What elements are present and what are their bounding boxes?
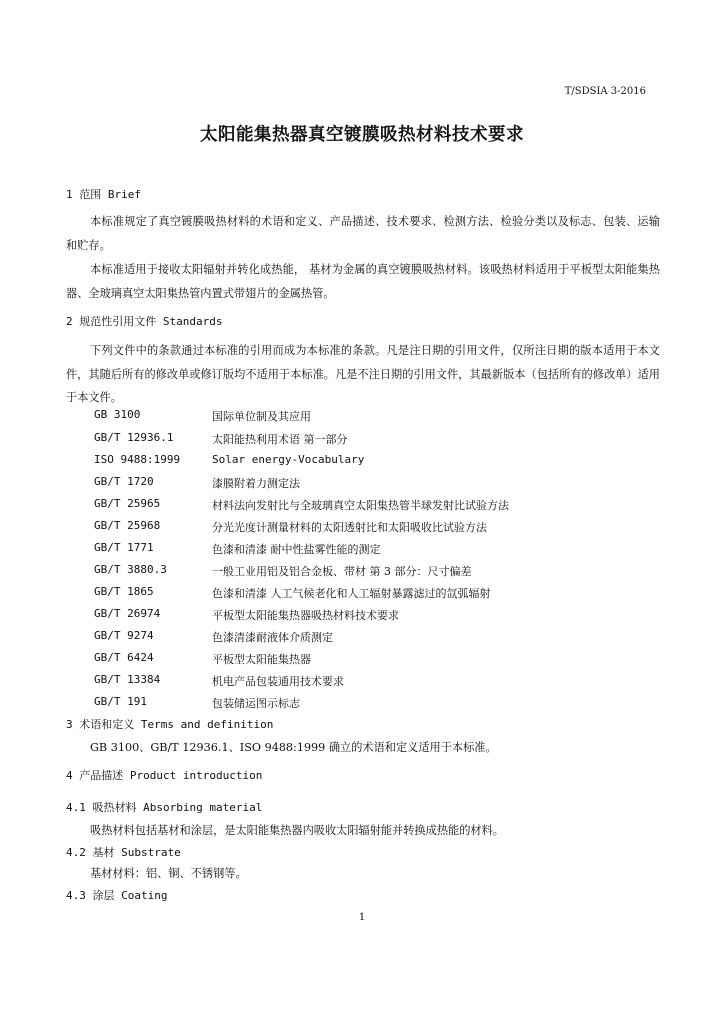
reference-title: 分光光度计测量材料的太阳透射比和太阳吸收比试验方法 (212, 521, 487, 534)
page-title: 太阳能集热器真空镀膜吸热材料技术要求 (200, 125, 524, 145)
reference-code: GB/T 1771 (94, 541, 154, 554)
reference-code: GB/T 9274 (94, 629, 154, 642)
reference-title: 包装储运图示标志 (212, 697, 300, 710)
reference-title: Solar energy-Vocabulary (212, 453, 365, 466)
section-4-1-heading: 4.1 吸热材料 Absorbing material (66, 801, 263, 814)
reference-title: 色漆和清漆 耐中性盐雾性能的测定 (212, 543, 381, 556)
document-code: T/SDSIA 3-2016 (564, 86, 646, 97)
section-4-1-text: 吸热材料包括基材和涂层，是太阳能集热器内吸收太阳辐射能并转换成热能的材料。 (90, 824, 504, 837)
reference-code: GB/T 25965 (94, 497, 161, 510)
section-3-text: GB 3100、GB/T 12936.1、ISO 9488:1999 确立的术语和定义适用于本标准。 (90, 741, 497, 754)
reference-title: 色漆清漆耐液体介质测定 (212, 631, 333, 644)
reference-title: 太阳能热利用术语 第一部分 (212, 433, 348, 446)
reference-title: 国际单位制及其应用 (212, 410, 311, 423)
section-2-heading: 2 规范性引用文件 Standards (66, 315, 223, 328)
reference-title: 平板型太阳能集热器 (212, 653, 311, 666)
reference-code: ISO 9488:1999 (94, 453, 181, 466)
section-1-paragraph-2: 本标准适用于接收太阳辐射并转化成热能， 基材为金属的真空镀膜吸热材料。该吸热材料适用于平板型太阳能集热器、全玻璃真空太阳集热管内置式带翅片的金属热管。 (66, 263, 660, 300)
reference-title: 平板型太阳能集热器吸热材料技术要求 (212, 609, 399, 622)
reference-code: GB/T 26974 (94, 607, 161, 620)
reference-code: GB/T 191 (94, 695, 147, 708)
section-4-3-heading: 4.3 涂层 Coating (66, 889, 168, 902)
section-1-heading: 1 范围 Brief (66, 188, 141, 201)
reference-code: GB/T 25968 (94, 519, 161, 532)
reference-title: 机电产品包装通用技术要求 (212, 675, 344, 688)
section-3-heading: 3 术语和定义 Terms and definition (66, 718, 274, 731)
section-1-paragraph-1: 本标准规定了真空镀膜吸热材料的术语和定义、产品描述、技术要求、检测方法、检验分类以及标志、包装、运输和贮存。 (66, 215, 660, 252)
reference-title: 色漆和清漆 人工气候老化和人工辐射暴露滤过的氙弧辐射 (212, 587, 491, 600)
reference-code: GB/T 1720 (94, 475, 154, 488)
reference-title: 材料法向发射比与全玻璃真空太阳集热管半球发射比试验方法 (212, 499, 509, 512)
reference-code: GB/T 6424 (94, 651, 154, 664)
section-4-2-heading: 4.2 基材 Substrate (66, 846, 181, 859)
section-4-2-text: 基材材料：铝、铜、不锈钢等。 (90, 867, 247, 880)
reference-code: GB/T 1865 (94, 585, 154, 598)
reference-code: GB/T 12936.1 (94, 431, 174, 444)
reference-code: GB/T 3880.3 (94, 563, 167, 576)
reference-title: 一般工业用铝及铝合金板、带材 第 3 部分：尺寸偏差 (212, 565, 472, 578)
section-2-intro: 下列文件中的条款通过本标准的引用而成为本标准的条款。凡是注日期的引用文件，仅所注日期的版本适用于本文件，其随后所有的修改单或修订版均不适用于本标准。凡是不注日期的引用文件，其最新版本（包括所有的修改单）适用于本文件。 (66, 344, 660, 404)
reference-code: GB/T 13384 (94, 673, 161, 686)
page-number: 1 (358, 912, 366, 923)
reference-code: GB 3100 (94, 408, 141, 421)
reference-title: 漆膜附着力测定法 (212, 477, 300, 490)
section-4-heading: 4 产品描述 Product introduction (66, 769, 263, 782)
